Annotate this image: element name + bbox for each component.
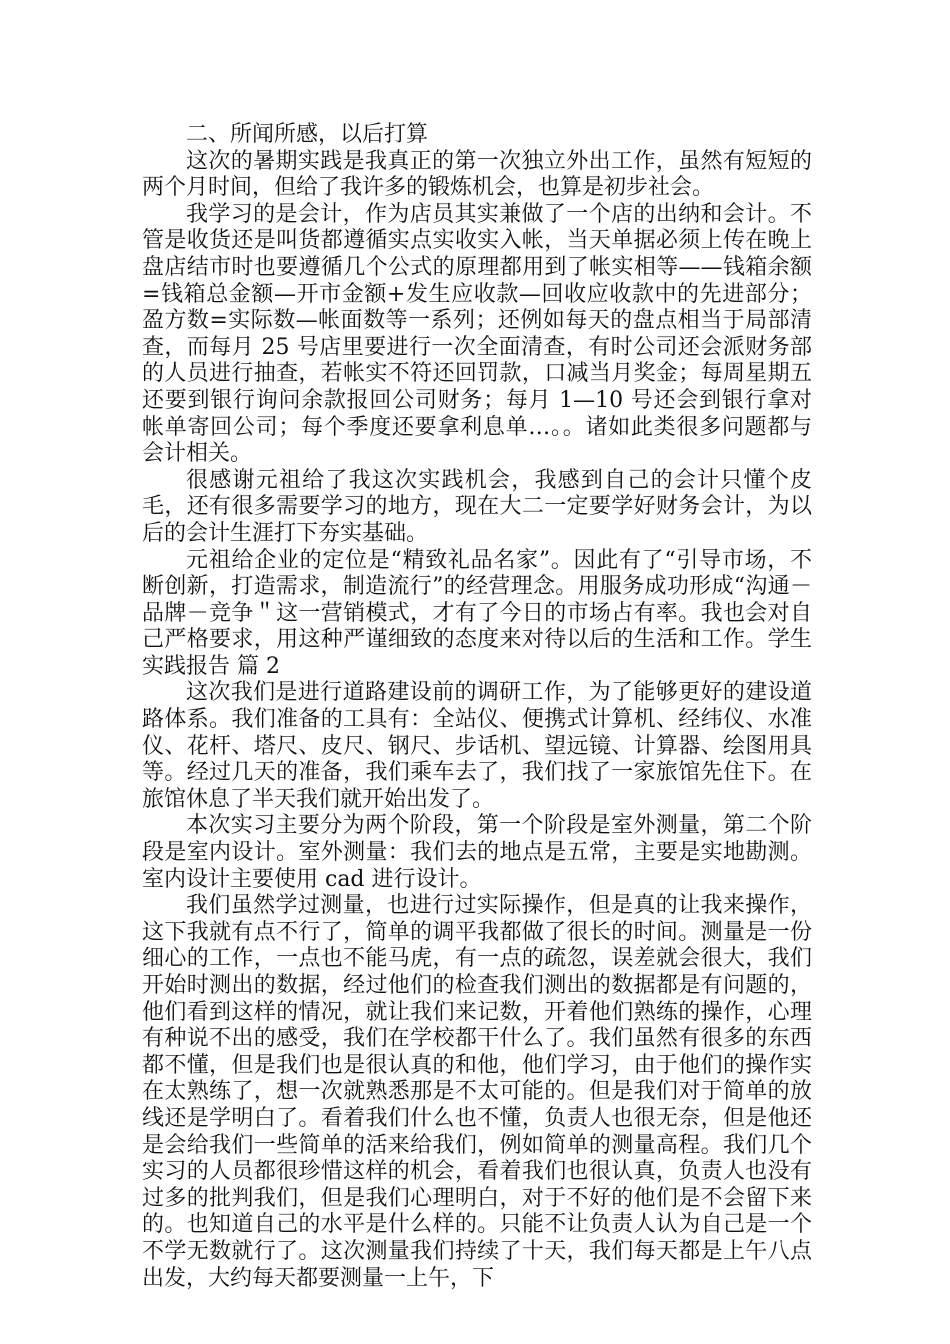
section-heading: 二、所闻所感，以后打算 (186, 122, 429, 147)
paragraph-positioning: 元祖给企业的定位是“精致礼品名家”。因此有了“引导市场，不断创新，打造需求，制造流行”的经营理念。用服务成功形成“沟通－品牌－竞争＂这一营销模式，才有了今日的市场占有率。我也会对自己严格要求，用这种严谨细致的态度来对待以后的生活和工作。学生实践报告 篇 2 (142, 547, 812, 679)
paragraph-thanks: 很感谢元祖给了我这次实践机会，我感到自己的会计只懂个皮毛，还有很多需要学习的地方，现在大二一定要学好财务会计，为以后的会计生涯打下夯实基础。 (142, 467, 812, 546)
paragraph-road-survey: 这次我们是进行道路建设前的调研工作，为了能够更好的建设道路体系。我们准备的工具有：全站仪、便携式计算机、经纬仪、水准仪、花杆、塔尺、皮尺、钢尺、步话机、望远镜、计算器、绘图用具等。经过几天的准备，我们乘车去了，我们找了一家旅馆先住下。在旅馆休息了半天我们就开始出发了。 (142, 680, 812, 812)
paragraph-intro: 这次的暑期实践是我真正的第一次独立外出工作，虽然有短短的两个月时间，但给了我许多的锻炼机会，也算是初步社会。 (142, 148, 812, 201)
document-page (142, 122, 812, 1292)
paragraph-internship-stages: 本次实习主要分为两个阶段，第一个阶段是室外测量，第二个阶段是室内设计。室外测量：我们去的地点是五常，主要是实地勘测。室内设计主要使用 cad 进行设计。 (142, 813, 812, 892)
paragraph-measurement: 我们虽然学过测量，也进行过实际操作，但是真的让我来操作，这下我就有点不行了，简单的调平我都做了很长的时间。测量是一份细心的工作，一点也不能马虎，有一点的疏忽，误差就会很大，我们开始时测出的数据，经过他们的检查我们测出的数据都是有问题的，他们看到这样的情况，就让我们来记数，开着他们熟练的操作，心理有种说不出的感受，我们在学校都干什么了。我们虽然有很多的东西都不懂，但是我们也是很认真的和他，他们学习，由于他们的操作实在太熟练了，想一次就熟悉那是不太可能的。但是我们对于简单的放线还是学明白了。看着我们什么也不懂，负责人也很无奈，但是他还是会给我们一些简单的活来给我们，例如简单的测量高程。我们几个实习的人员都很珍惜这样的机会，看着我们也很认真，负责人也没有过多的批判我们，但是我们心理明白，对于不好的他们是不会留下来的。也知道自己的水平是什么样的。只能不让负责人认为自己是一个不学无数就行了。这次测量我们持续了十天，我们每天都是上午八点出发，大约每天都要测量一上午，下 (142, 893, 812, 1291)
paragraph-accounting: 我学习的是会计，作为店员其实兼做了一个店的出纳和会计。不管是收货还是叫货都遵循实点实收实入帐，当天单据必须上传在晚上盘店结市时也要遵循几个公式的原理都用到了帐实相等——钱箱余额=钱箱总金额—开市金额+发生应收款—回收应收款中的先进部分；盈方数=实际数—帐面数等一系列；还例如每天的盘点相当于局部清查，而每月 25 号店里要进行一次全面清查，有时公司还会派财务部的人员进行抽查，若帐实不符还回罚款，口减当月奖金；每周星期五还要到银行询问余款报回公司财务；每月 1—10 号还会到银行拿对帐单寄回公司；每个季度还要拿利息单…。。诸如此类很多问题都与会计相关。 (142, 201, 812, 467)
